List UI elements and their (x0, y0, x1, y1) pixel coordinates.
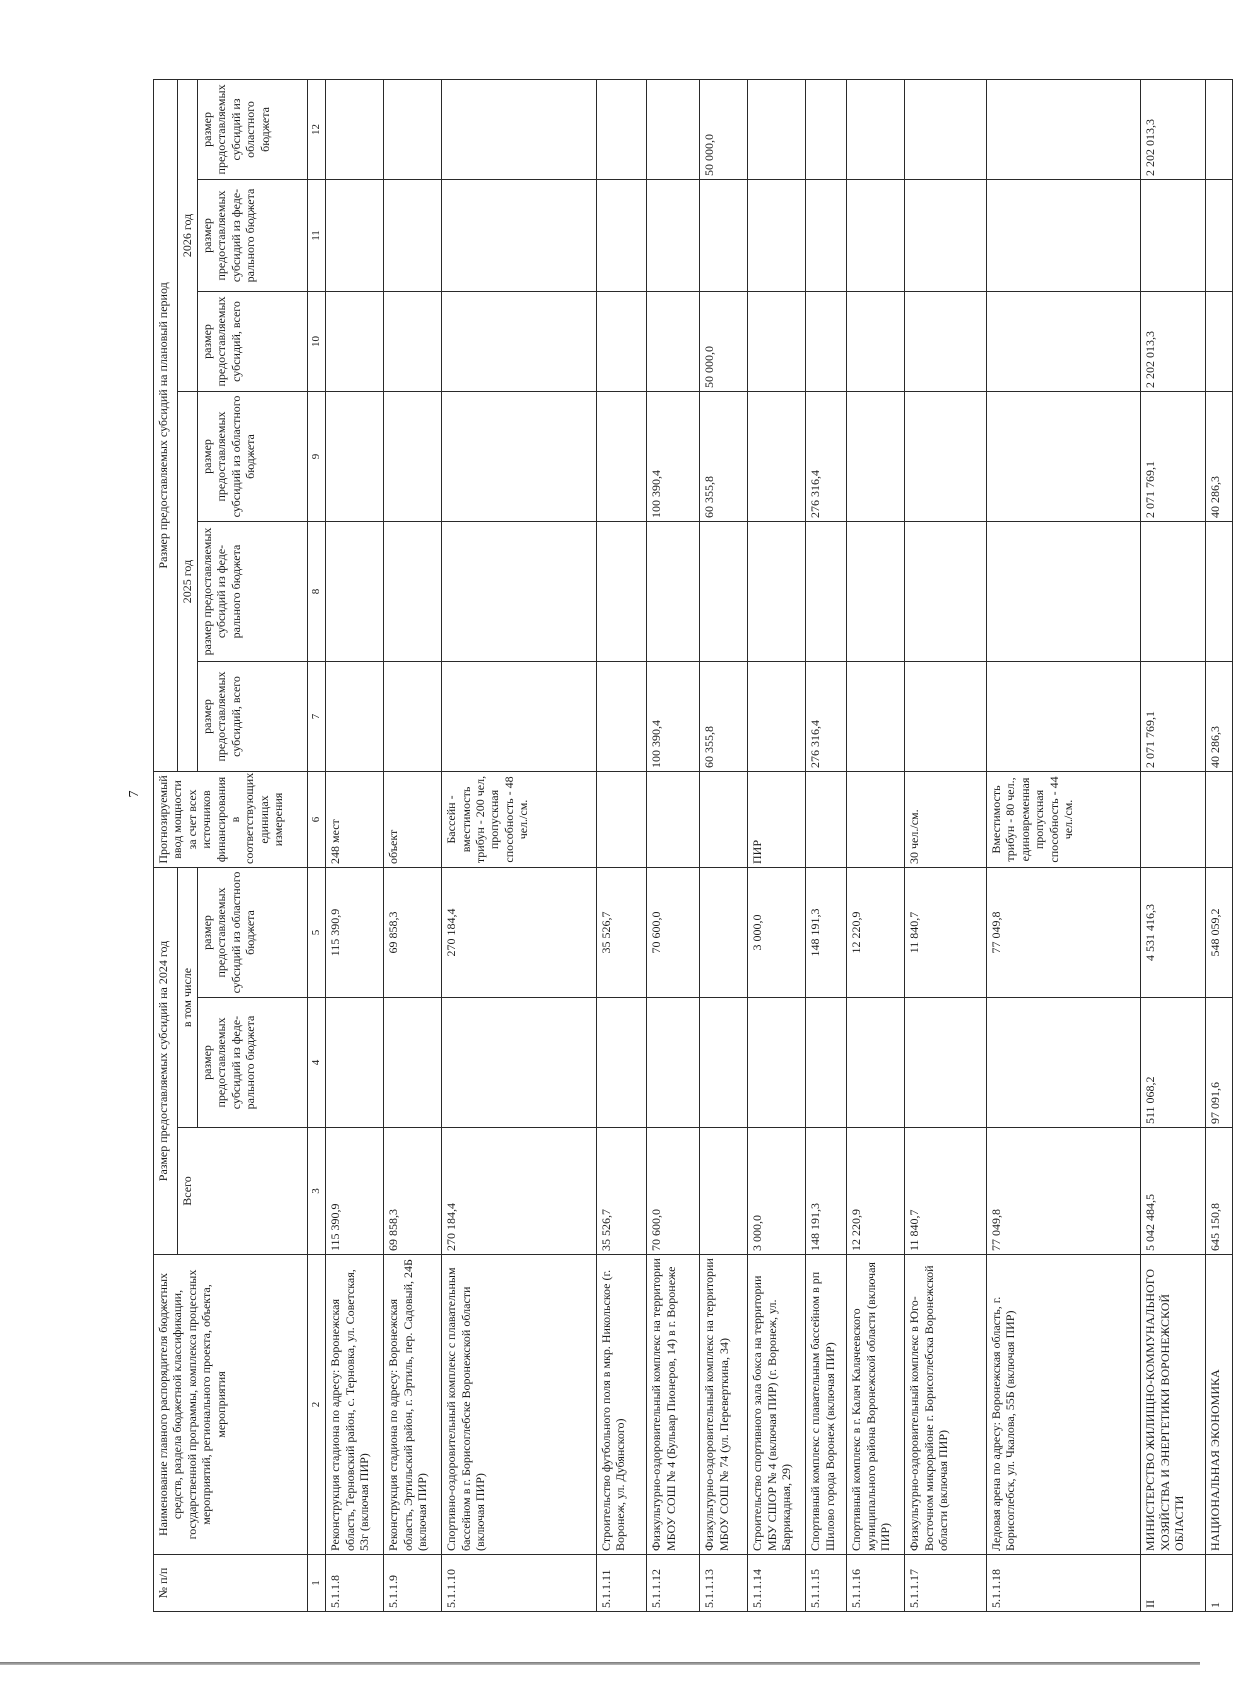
row-capacity (1206, 771, 1233, 867)
table-row (384, 79, 442, 1611)
table-body (326, 79, 1233, 1611)
row-reg-2026 (847, 79, 905, 179)
row-total-2026 (1206, 291, 1233, 391)
column-number: 1 (308, 1555, 326, 1612)
row-reg-2026 (748, 79, 806, 179)
row-fed-2025 (384, 521, 442, 661)
row-reg-2026 (806, 79, 847, 179)
header-name: Наименование главного распорядителя бюджетных средств, раздела бюджетной классификации, государственной программы, комплекса процессных мероприятий, регионального проекта, объекта, мероприятия (154, 1255, 308, 1555)
row-reg-2024: 70 600,0 (647, 867, 700, 997)
column-number: 4 (308, 998, 326, 1128)
row-fed-2024 (647, 998, 700, 1128)
row-fed-2025 (847, 521, 905, 661)
row-fed-2026 (384, 179, 442, 291)
row-fed-2024 (326, 998, 384, 1128)
row-fed-2026 (905, 179, 987, 291)
row-total-2024: 69 858,3 (384, 1128, 442, 1255)
row-reg-2025 (905, 391, 987, 521)
row-total-2025: 276 316,4 (806, 661, 847, 771)
row-capacity: 30 чел./см. (905, 771, 987, 867)
row-total-2024: 77 049,8 (987, 1128, 1141, 1255)
column-number: 6 (308, 771, 326, 867)
row-reg-2026 (647, 79, 700, 179)
column-number: 3 (308, 1128, 326, 1255)
row-reg-2026: 2 202 013,3 (1141, 79, 1206, 179)
row-name: Физкультурно-оздоровительный комплекс на территории МБОУ СОШ № 4 (Бульвар Пионеров, 14) в г. Воронеже (647, 1255, 700, 1555)
row-fed-2025 (748, 521, 806, 661)
column-number: 5 (308, 867, 326, 997)
row-fed-2024 (987, 998, 1141, 1128)
header-fed-2025: размер предоставляемых субсидий из феде-рального бюджета (198, 521, 308, 661)
row-reg-2024: 548 059,2 (1206, 867, 1233, 997)
row-num: 5.1.1.9 (384, 1555, 442, 1612)
header-all-2026: размер предоставляемых субсидий, всего (198, 291, 308, 391)
row-name: Строительство спортивного зала бокса на территории МБУ СШОР № 4 (включая ПИР) (г. Воронеж, ул. Баррикадная, 29) (748, 1255, 806, 1555)
row-total-2025 (384, 661, 442, 771)
row-name: Спортивно-оздоровительный комплекс с плавательным бассейном в г. Борисоглебске Воронежской области (включая ПИР) (442, 1255, 596, 1555)
row-total-2026 (987, 291, 1141, 391)
row-reg-2026: 50 000,0 (700, 79, 748, 179)
table-row-ministry (1141, 79, 1206, 1611)
row-reg-2026 (905, 79, 987, 179)
row-total-2025 (905, 661, 987, 771)
row-total-2026 (905, 291, 987, 391)
row-reg-2025: 100 390,4 (647, 391, 700, 521)
row-num: 5.1.1.14 (748, 1555, 806, 1612)
table-row (596, 79, 647, 1611)
row-fed-2026 (700, 179, 748, 291)
row-total-2025 (326, 661, 384, 771)
row-name: Реконструкция стадиона по адресу: Воронежская область, Терновский район, с. Терновка, ул. Советская, 53г (включая ПИР) (326, 1255, 384, 1555)
row-fed-2025 (700, 521, 748, 661)
row-reg-2025: 60 355,8 (700, 391, 748, 521)
row-num: 5.1.1.16 (847, 1555, 905, 1612)
row-capacity (700, 771, 748, 867)
row-name: Строительство футбольного поля в мкр. Никольское (г. Воронеж, ул. Дубянского) (596, 1255, 647, 1555)
row-reg-2025 (384, 391, 442, 521)
row-capacity (647, 771, 700, 867)
row-num: 1 (1206, 1555, 1233, 1612)
row-fed-2024 (442, 998, 596, 1128)
row-num: 5.1.1.12 (647, 1555, 700, 1612)
row-reg-2024: 270 184,4 (442, 867, 596, 997)
column-number: 10 (308, 291, 326, 391)
table-row (748, 79, 806, 1611)
row-fed-2025 (1141, 521, 1206, 661)
row-reg-2025: 276 316,4 (806, 391, 847, 521)
header-2026: 2026 год (178, 79, 198, 391)
row-total-2025 (748, 661, 806, 771)
row-total-2024: 115 390,9 (326, 1128, 384, 1255)
row-name: Физкультурно-оздоровительный комплекс на территории МБОУ СОШ № 74 (ул. Переверткина, 34) (700, 1255, 748, 1555)
row-total-2024 (700, 1128, 748, 1255)
table-row (647, 79, 700, 1611)
row-fed-2024 (905, 998, 987, 1128)
row-reg-2026 (1206, 79, 1233, 179)
row-total-2026 (806, 291, 847, 391)
row-total-2024: 70 600,0 (647, 1128, 700, 1255)
row-fed-2024: 97 091,6 (1206, 998, 1233, 1128)
row-reg-2025 (847, 391, 905, 521)
row-num: 5.1.1.10 (442, 1555, 596, 1612)
table-row (700, 79, 748, 1611)
header-reg-2024: размер предоставляемых субсидий из областного бюджета (198, 867, 308, 997)
row-reg-2024: 35 526,7 (596, 867, 647, 997)
row-fed-2025 (442, 521, 596, 661)
row-fed-2026 (748, 179, 806, 291)
row-capacity (596, 771, 647, 867)
table-row (806, 79, 847, 1611)
row-capacity: объект (384, 771, 442, 867)
row-total-2024: 5 042 484,5 (1141, 1128, 1206, 1255)
row-name: Ледовая арена по адресу: Воронежская область, г. Борисоглебск, ул. Чкалова, 55Б (включая ПИР) (987, 1255, 1141, 1555)
row-total-2024: 3 000,0 (748, 1128, 806, 1255)
row-total-2026 (596, 291, 647, 391)
row-fed-2026 (847, 179, 905, 291)
row-fed-2024 (700, 998, 748, 1128)
row-total-2024: 148 191,3 (806, 1128, 847, 1255)
row-total-2025 (596, 661, 647, 771)
row-reg-2026 (596, 79, 647, 179)
page-number: 7 (127, 790, 142, 798)
row-fed-2026 (647, 179, 700, 291)
row-fed-2024 (806, 998, 847, 1128)
header-reg-2026: размер предоставляемых субсидий из областного бюджета (198, 79, 308, 179)
column-number: 12 (308, 79, 326, 179)
column-number: 8 (308, 521, 326, 661)
row-fed-2024 (596, 998, 647, 1128)
row-capacity: Бассейн - вместимость трибун - 200 чел, пропускная способность - 48 чел./см. (442, 771, 596, 867)
row-reg-2024: 69 858,3 (384, 867, 442, 997)
row-total-2024: 12 220,9 (847, 1128, 905, 1255)
row-fed-2025 (647, 521, 700, 661)
row-total-2024: 35 526,7 (596, 1128, 647, 1255)
row-reg-2026 (326, 79, 384, 179)
row-total-2025: 2 071 769,1 (1141, 661, 1206, 771)
table-row (326, 79, 384, 1611)
row-fed-2026 (326, 179, 384, 291)
row-num: II (1141, 1555, 1206, 1612)
row-reg-2024 (700, 867, 748, 997)
row-fed-2026 (1206, 179, 1233, 291)
row-num: 5.1.1.13 (700, 1555, 748, 1612)
row-capacity: 248 мест (326, 771, 384, 867)
table-row (847, 79, 905, 1611)
row-fed-2026 (1141, 179, 1206, 291)
row-fed-2025 (987, 521, 1141, 661)
row-fed-2026 (596, 179, 647, 291)
header-plan: Размер предоставляемых субсидий на плановый период (154, 79, 178, 771)
row-num: 5.1.1.8 (326, 1555, 384, 1612)
table-row (987, 79, 1141, 1611)
column-number: 2 (308, 1255, 326, 1555)
row-reg-2026 (442, 79, 596, 179)
rotated-table-container (153, 80, 1233, 1612)
row-reg-2026 (987, 79, 1141, 179)
row-reg-2024: 12 220,9 (847, 867, 905, 997)
row-num: 5.1.1.11 (596, 1555, 647, 1612)
row-total-2025 (442, 661, 596, 771)
column-number: 9 (308, 391, 326, 521)
row-fed-2024 (748, 998, 806, 1128)
row-total-2025 (847, 661, 905, 771)
header-num: № п/п (154, 1555, 308, 1612)
table-row-section (1206, 79, 1233, 1611)
row-reg-2025: 2 071 769,1 (1141, 391, 1206, 521)
row-fed-2025 (1206, 521, 1233, 661)
row-num: 5.1.1.18 (987, 1555, 1141, 1612)
row-total-2026 (326, 291, 384, 391)
row-fed-2024 (847, 998, 905, 1128)
row-reg-2024: 4 531 416,3 (1141, 867, 1206, 997)
row-reg-2024: 115 390,9 (326, 867, 384, 997)
header-2025: 2025 год (178, 391, 198, 771)
row-total-2024: 270 184,4 (442, 1128, 596, 1255)
row-total-2025 (987, 661, 1141, 771)
row-total-2026 (647, 291, 700, 391)
row-fed-2026 (987, 179, 1141, 291)
row-name: НАЦИОНАЛЬНАЯ ЭКОНОМИКА (1206, 1255, 1233, 1555)
row-fed-2026 (442, 179, 596, 291)
row-fed-2024: 511 068,2 (1141, 998, 1206, 1128)
row-name: Физкультурно-оздоровительный комплекс в Юго-Восточном микрорайоне г. Борисоглебска Воронежской области (включая ПИР) (905, 1255, 987, 1555)
row-name: Реконструкция стадиона по адресу: Воронежская область, Эртильский район, г. Эртиль, пер. Садовый, 24Б (включая ПИР) (384, 1255, 442, 1555)
column-number: 7 (308, 661, 326, 771)
row-reg-2024: 148 191,3 (806, 867, 847, 997)
row-total-2026 (748, 291, 806, 391)
column-number-row (308, 79, 326, 1611)
row-total-2026: 2 202 013,3 (1141, 291, 1206, 391)
row-capacity (806, 771, 847, 867)
table-row (442, 79, 596, 1611)
row-total-2024: 645 150,8 (1206, 1128, 1233, 1255)
row-reg-2024: 77 049,8 (987, 867, 1141, 997)
row-fed-2025 (905, 521, 987, 661)
row-name: МИНИСТЕРСТВО ЖИЛИЩНО-КОММУНАЛЬНОГО ХОЗЯЙСТВА И ЭНЕРГЕТИКИ ВОРОНЕЖСКОЙ ОБЛАСТИ (1141, 1255, 1206, 1555)
row-reg-2024: 11 840,7 (905, 867, 987, 997)
row-total-2026: 50 000,0 (700, 291, 748, 391)
row-reg-2025 (987, 391, 1141, 521)
column-number: 11 (308, 179, 326, 291)
header-fed-2024: размер предоставляемых субсидий из феде-рального бюджета (198, 998, 308, 1128)
row-capacity: ПИР (748, 771, 806, 867)
row-fed-2026 (806, 179, 847, 291)
row-total-2026 (384, 291, 442, 391)
row-reg-2025 (748, 391, 806, 521)
header-total: Всего (178, 1128, 308, 1255)
table-row (905, 79, 987, 1611)
row-reg-2025 (596, 391, 647, 521)
row-fed-2025 (326, 521, 384, 661)
header-fed-2026: размер предоставляемых субсидий из феде-рального бюджета (198, 179, 308, 291)
header-reg-2025: размер предоставляемых субсидий из областного бюджета (198, 391, 308, 521)
row-num: 5.1.1.15 (806, 1555, 847, 1612)
scan-edge (0, 1662, 1200, 1665)
row-capacity (847, 771, 905, 867)
subsidy-table (153, 79, 1233, 1612)
row-fed-2024 (384, 998, 442, 1128)
header-in-that: в том числе (178, 867, 198, 1127)
row-fed-2025 (806, 521, 847, 661)
row-reg-2024: 3 000,0 (748, 867, 806, 997)
row-reg-2025: 40 286,3 (1206, 391, 1233, 521)
row-total-2025: 40 286,3 (1206, 661, 1233, 771)
row-num: 5.1.1.17 (905, 1555, 987, 1612)
row-capacity (1141, 771, 1206, 867)
header-capacity: Прогнозируемый ввод мощности за счет всех источников финансирования в соответствующих единицах измерения (154, 771, 308, 867)
row-reg-2026 (384, 79, 442, 179)
header-all-2025: размер предоставляемых субсидий, всего (198, 661, 308, 771)
header-2024: Размер предоставляемых субсидий на 2024 год (154, 867, 178, 1254)
row-total-2025: 60 355,8 (700, 661, 748, 771)
row-reg-2025 (442, 391, 596, 521)
row-name: Спортивный комплекс с плавательным бассейном в рп Шилово города Воронеж (включая ПИР) (806, 1255, 847, 1555)
row-reg-2025 (326, 391, 384, 521)
row-total-2026 (442, 291, 596, 391)
row-fed-2025 (596, 521, 647, 661)
row-total-2024: 11 840,7 (905, 1128, 987, 1255)
row-total-2025: 100 390,4 (647, 661, 700, 771)
row-total-2026 (847, 291, 905, 391)
row-capacity: Вместимость трибун - 80 чел., единовременная пропускная способность - 44 чел./см. (987, 771, 1141, 867)
row-name: Спортивный комплекс в г. Калач Калачеевского муниципального района Воронежской области (включая ПИР) (847, 1255, 905, 1555)
